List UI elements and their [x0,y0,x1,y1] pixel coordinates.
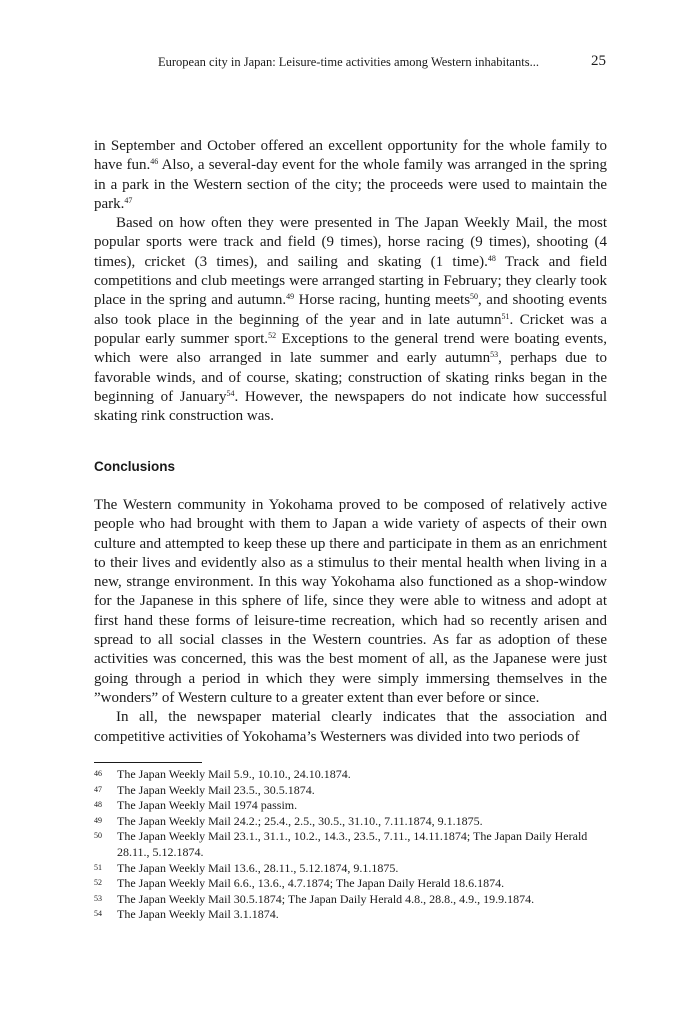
footnote-ref[interactable]: 52 [268,330,277,340]
body-section-conclusions [94,496,607,747]
body-section-sports [94,137,607,426]
paragraph-text: , perhaps due to favorable winds, and of course, skating; construction of skating rinks began in the beginning of January [94,350,607,405]
paragraph-text: in September and October offered an excellent opportunity for the whole family to have fun. [94,138,607,174]
footnote-number: 50 [94,831,102,841]
paragraph [94,137,607,214]
footnote-number: 52 [94,878,102,888]
footnote-number: 48 [94,800,102,810]
footnotes-list [94,767,607,923]
footnote-number: 53 [94,893,102,903]
paragraph-text: . However, the newspapers do not indicate how successful skating rink construction was. [94,388,607,425]
footnote [94,783,607,799]
footnote-ref[interactable]: 53 [490,350,499,360]
footnote [94,798,607,814]
paragraph-text: Exceptions to the general trend were boating events, which were also arranged in late summer and early autumn [94,330,608,367]
footnote-text: The Japan Weekly Mail 1974 passim. [117,798,298,813]
paragraph: The Western community in Yokohama proved to be composed of relatively active people who had brought with them to Japan a wide variety of aspects of their own culture and attempted to keep these up there and participate in them as an enrichment to their lives and evidently also as a stimulus to their mental health when living in a new, strange environment. In this way Yokohama also functioned as a shop-window for the Japanese in this sphere of life, since they were able to witness and adopt at first hand these forms of leisure-time recreation, which had so recently arisen and spread to all social classes in the Western countries. As far as adoption of these activities was concerned, this was the best moment of all, as the Japanese were just going through a period in which they were simply immersing themselves in the ”wonders” of Western culture to a greater extent than ever before or since. [94,497,607,706]
section-heading-conclusions: Conclusions [94,459,176,474]
footnote-ref[interactable]: 46 [150,157,159,167]
footnote-number: 46 [94,769,102,778]
footnote-text: The Japan Weekly Mail 23.1., 31.1., 10.2., 14.3., 23.5., 7.11., 14.11.1874; The Japan Daily Herald 28.11., 5.12.1874. [117,829,588,859]
footnote-text: The Japan Weekly Mail 3.1.1874. [117,907,279,922]
footnote [94,829,607,860]
footnote-text: The Japan Weekly Mail 5.9., 10.10., 24.10.1874. [117,767,351,781]
paragraph-text: Based on how often they were presented in The Japan Weekly Mail, the most popular sports were track and field (9 times), horse racing (9 times), shooting (4 times), cricket (3 times), and sailing and skating (1 time). [94,215,607,270]
footnote [94,767,607,783]
paragraph: In all, the newspaper material clearly indicates that the association and competitive activities of Yokohama’s Westerners was divided into two periods of [94,709,607,745]
paragraph-text: Track and field competitions and club meetings were arranged starting in February; they clearly took place in the spring and autumn. [94,253,608,309]
footnote-text: The Japan Weekly Mail 24.2.; 25.4., 2.5., 30.5., 31.10., 7.11.1874, 9.1.1875. [117,813,483,828]
footnote-number: 51 [94,862,102,872]
footnote-number: 54 [94,909,102,919]
footnote-text: The Japan Weekly Mail 30.5.1874; The Japan Daily Herald 4.8., 28.8., 4.9., 19.9.1874. [117,891,535,906]
footnote [94,892,607,908]
footnote [94,907,607,923]
footnote-text: The Japan Weekly Mail 6.6., 13.6., 4.7.1874; The Japan Daily Herald 18.6.1874. [117,876,505,891]
footnote-divider [94,762,202,763]
paragraph [94,214,607,426]
footnote-ref[interactable]: 50 [470,292,479,302]
paragraph-text: , and shooting events also took place in the beginning of the year and in late autumn [94,292,607,328]
footnote [94,814,607,830]
footnote [94,876,607,892]
footnote-ref[interactable]: 51 [501,311,510,321]
footnote-ref[interactable]: 49 [286,292,295,302]
footnote-text: The Japan Weekly Mail 23.5., 30.5.1874. [117,782,315,797]
running-head: European city in Japan: Leisure-time activities among Western inhabitants... [158,55,539,69]
footnote [94,861,607,877]
footnote-text: The Japan Weekly Mail 13.6., 28.11., 5.12.1874, 9.1.1875. [117,860,399,875]
footnote-number: 49 [94,815,102,825]
footnote-ref[interactable]: 48 [487,253,496,263]
page-number: 25 [591,53,606,69]
paragraph-text: Also, a several-day event for the whole family was arranged in the spring in a park in the Western section of the city; the proceeds were used to maintain the park. [94,157,607,212]
footnote-number: 47 [94,784,102,794]
footnote-ref[interactable]: 47 [124,195,133,205]
paragraph-text: Horse racing, hunting meets [294,292,471,309]
paragraph-text: . Cricket was a popular early summer sport. [94,311,607,347]
footnote-ref[interactable]: 54 [226,388,235,398]
